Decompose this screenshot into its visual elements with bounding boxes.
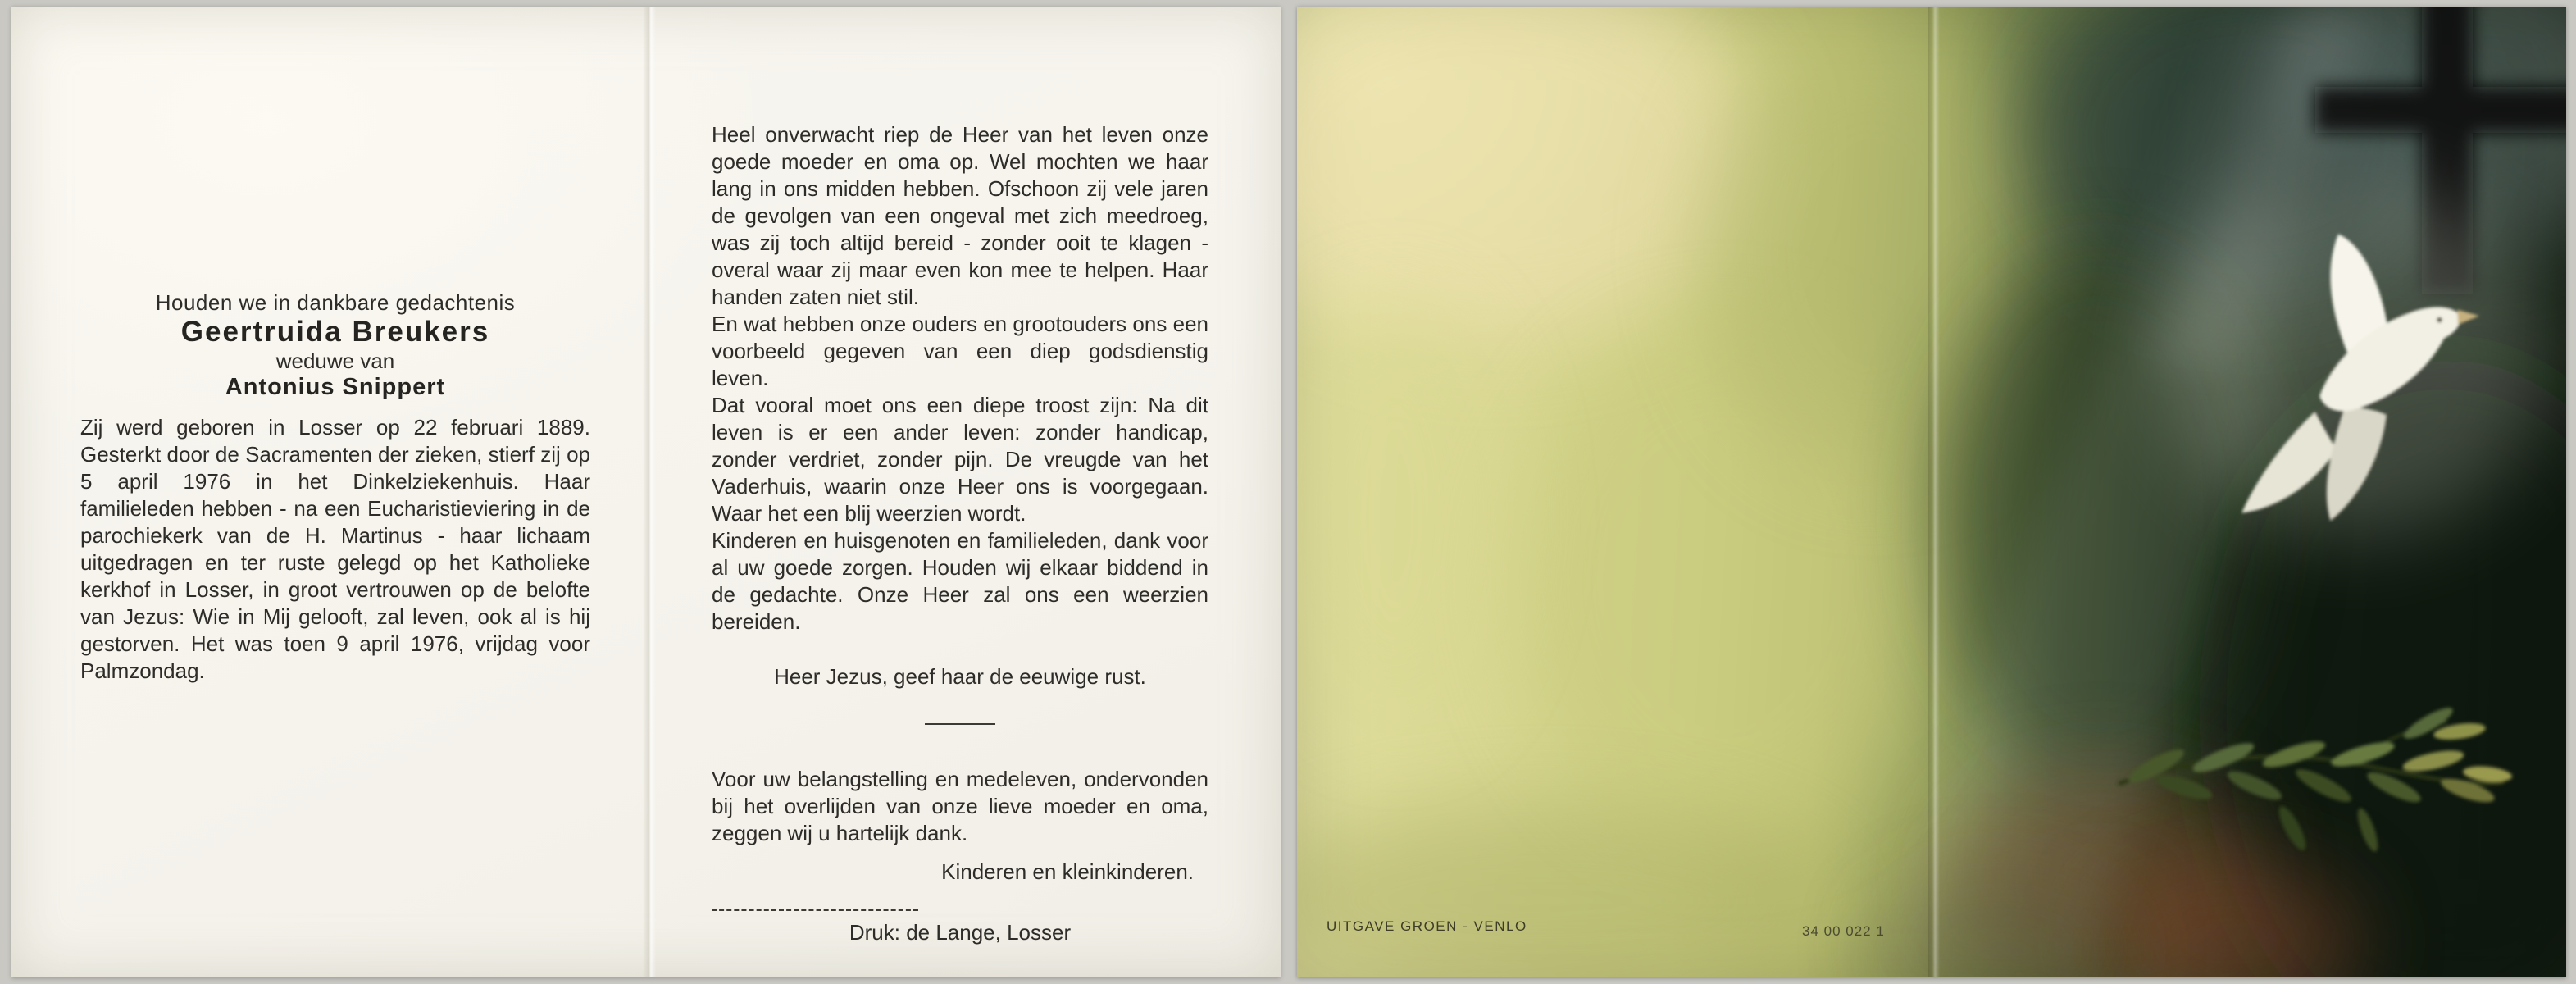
card-fold-crease	[643, 7, 656, 977]
left-column	[80, 290, 590, 685]
card-inside-page	[11, 7, 1281, 977]
cover-fold-crease	[1928, 7, 1940, 977]
acknowledgement-text: Voor uw belangstelling en medeleven, ondervonden bij het overlijden van onze lieve moeder en oma, zeggen wij u hartelijk dank.	[712, 767, 1208, 845]
deceased-name: Geertruida Breukers	[180, 316, 490, 348]
family-signature: Kinderen en kleinkinderen.	[941, 859, 1194, 884]
card-cover-page	[1297, 7, 2566, 977]
memorial-paragraph: Heel onverwacht riep de Heer van het leven onze goede moeder en oma op. Wel mochten we haar lang in ons midden hebben. Ofschoon zij vele jaren de gevolgen van een ongeval met zich meedroeg, was zij toch altijd bereid - zonder ooit te klagen - overal waar zij maar even kon mee te helpen. Haar handen zaten niet stil.	[712, 122, 1208, 309]
memorial-intro: Houden we in dankbare gedachtenis	[155, 290, 516, 315]
relation-label: weduwe van	[275, 348, 395, 373]
publisher-imprint: UITGAVE GROEN - VENLO	[1327, 918, 1527, 934]
biography-text: Zij werd geboren in Losser op 22 februari 1889. Gesterkt door de Sacramenten der zieken, stierf zij op 5 april 1976 in het Dinkelziekenhuis. Haar familieleden hebben - na een Eucharistieviering in de parochiekerk van de H. Martinus - haar lichaam uitgedragen en ter ruste gelegd op het Katholieke kerkhof in Losser, in groot vertrouwen op de belofte van Jezus: Wie in Mij gelooft, zal leven, ook al is hij gestorven. Het was toen 9 april 1976, vrijdag voor Palmzondag.	[80, 415, 590, 683]
item-code: 34 00 022 1	[1802, 923, 1885, 939]
printer-credit: Druk: de Lange, Losser	[849, 920, 1072, 945]
right-column	[712, 121, 1208, 946]
spouse-name: Antonius Snippert	[225, 374, 446, 400]
dashed-divider-line	[712, 909, 918, 911]
memorial-paragraph: En wat hebben onze ouders en grootouders ons een voorbeeld gegeven van een diep godsdienstig leven.	[712, 312, 1208, 390]
memorial-paragraph: Dat vooral moet ons een diepe troost zijn: Na dit leven is er een ander leven: zonder handicap, zonder verdriet, zonder pijn. De vreugde van het Vaderhuis, waarin onze Heer ons is voorgegaan. Waar het een blij weerzien wordt.	[712, 393, 1208, 526]
section-divider-line	[925, 723, 995, 725]
prayer-line: Heer Jezus, geef haar de eeuwige rust.	[774, 664, 1146, 689]
memorial-paragraph: Kinderen en huisgenoten en familieleden, dank voor al uw goede zorgen. Houden wij elkaar biddend in de gedachte. Onze Heer zal ons een weerzien bereiden.	[712, 528, 1208, 634]
